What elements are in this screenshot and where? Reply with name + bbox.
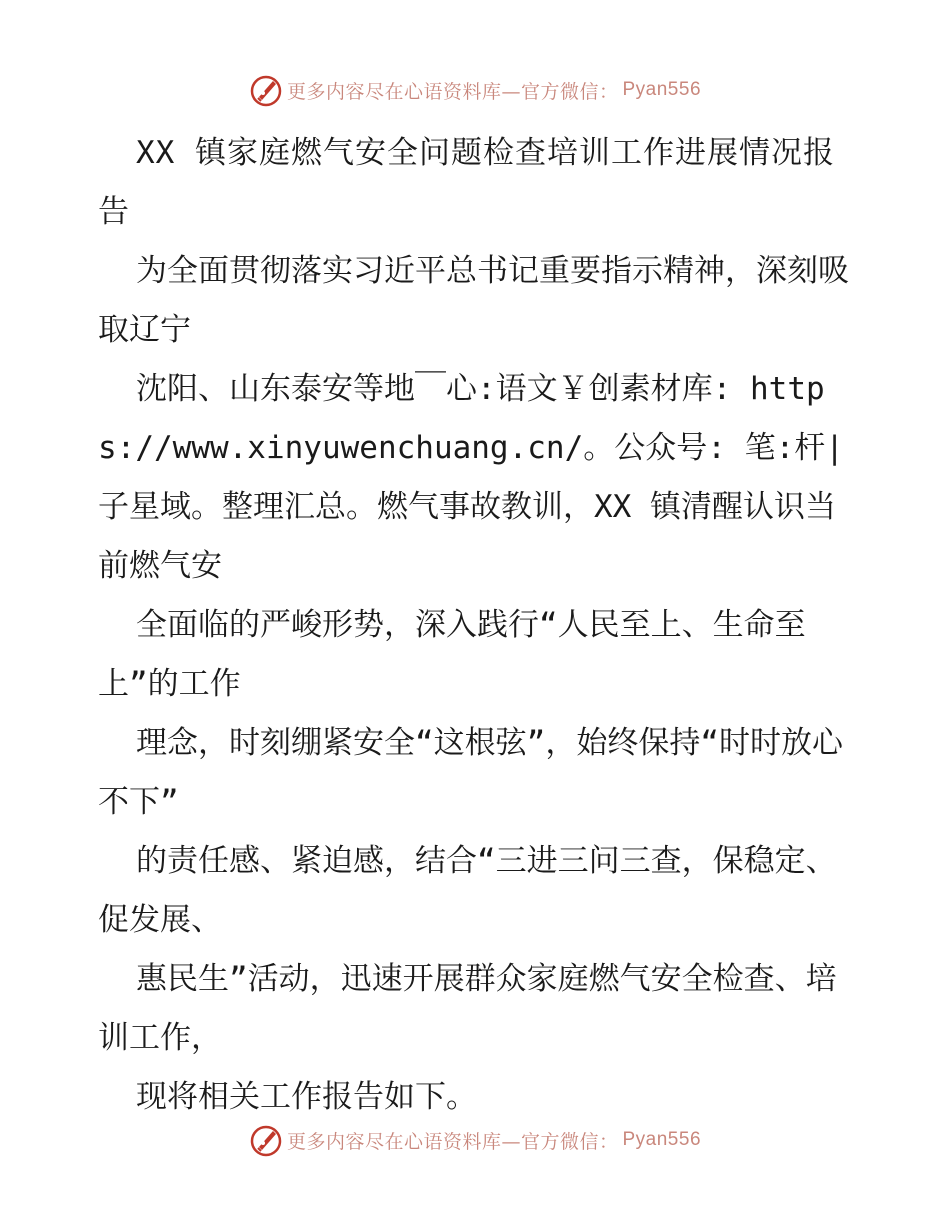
- watermark-handle: Pyan556: [622, 79, 702, 100]
- quill-logo-icon: [249, 73, 283, 107]
- watermark-handle: Pyan556: [622, 1129, 702, 1150]
- paragraph: 为全面贯彻落实习近平总书记重要指示精神，深刻吸取辽宁: [98, 253, 849, 348]
- paragraph: 的责任感、紧迫感，结合“三进三问三查，保稳定、促发展、: [98, 843, 837, 938]
- document-title: XX 镇家庭燃气安全问题检查培训工作进展情况报告: [98, 135, 835, 230]
- quill-logo-icon: [249, 1123, 283, 1157]
- paragraph: 现将相关工作报告如下。: [136, 1079, 477, 1115]
- paragraph: 惠民生”活动，迅速开展群众家庭燃气安全检查、培训工作，: [98, 961, 837, 1056]
- header-watermark-banner: [0, 70, 950, 110]
- watermark-text: 更多内容尽在心语资料库—官方微信：: [286, 1130, 619, 1153]
- watermark-text: 更多内容尽在心语资料库—官方微信：: [286, 80, 619, 103]
- footer-watermark-banner: [0, 1120, 950, 1160]
- paragraph: 全面临的严峻形势，深入践行“人民至上、生命至上”的工作: [98, 607, 806, 702]
- paragraph: 沈阳、山东泰安等地￣心:语文￥创素材库: https://www.xinyuwenchuang.cn/。公众号: 笔:杆|子星域。整理汇总。燃气事故教训，XX 镇清醒认识当前燃气安: [98, 371, 844, 584]
- paragraph: 理念，时刻绷紧安全“这根弦”，始终保持“时时放心不下”: [98, 725, 843, 820]
- document-body: [98, 124, 858, 1127]
